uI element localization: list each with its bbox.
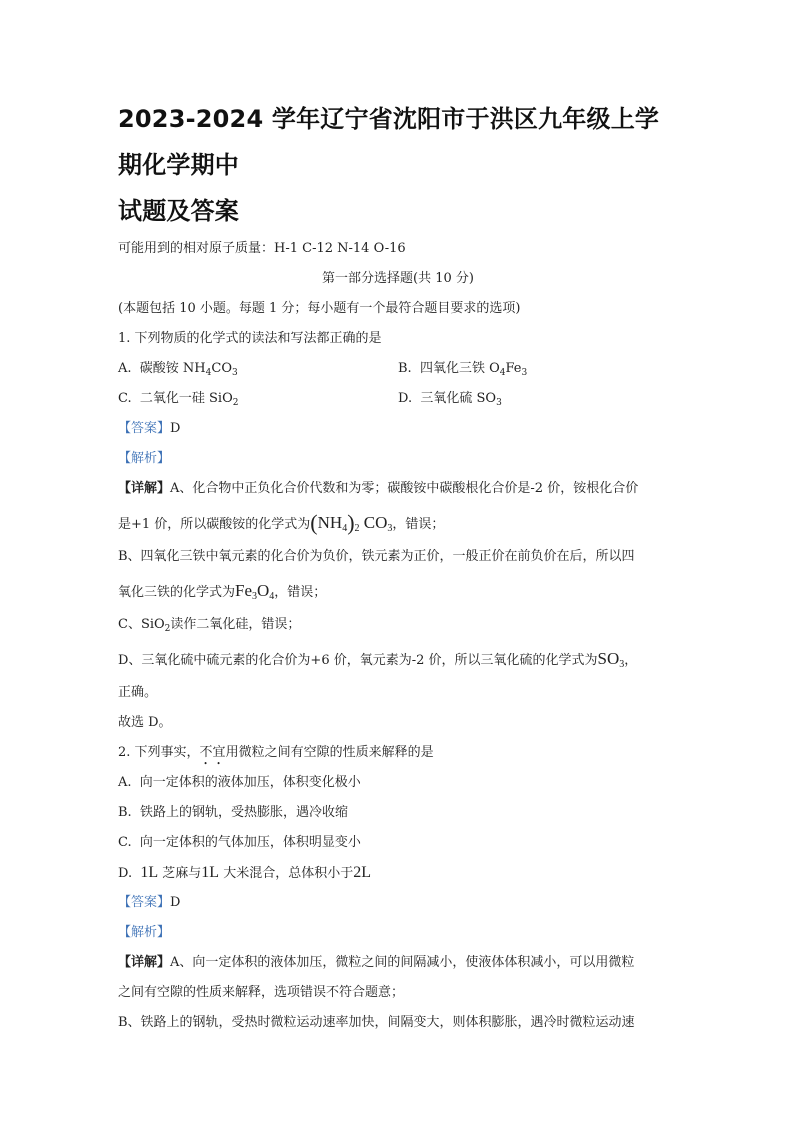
question-1 <box>118 324 678 738</box>
analysis-label-line <box>118 918 678 948</box>
option-b: B. 四氧化三铁 $O_4Fe_3$ <box>398 361 528 378</box>
explanation-a-line-2: 之间有空隙的性质来解释，选项错误不符合题意； <box>118 985 405 1000</box>
explanation-c: C、SiO$_2$读作二氧化硅，错误； <box>118 617 301 634</box>
title-line-1: 2023-2024 学年辽宁省沈阳市于洪区九年级上学期化学期中 <box>118 105 660 179</box>
options-row-1 <box>118 354 678 384</box>
option-c: C. 二氧化一硅 SiO$_2$ <box>118 391 239 408</box>
answer-label: 【答案】 <box>118 895 171 910</box>
option-d: D. 1L 芝麻与1L 大米混合，总体积小于2L <box>118 864 372 881</box>
document-page <box>118 96 678 1038</box>
explanation-b-line-2: 氧化三铁的化学式为$Fe_3O_4$，错误； <box>118 581 327 602</box>
answer-line <box>118 888 678 918</box>
option-b: B. 铁路上的钢轨，受热膨胀，遇冷收缩 <box>118 805 348 820</box>
answer-label: 【答案】 <box>118 421 171 436</box>
emphasized-text: 不宜 <box>199 745 226 760</box>
option-c: C. 向一定体积的气体加压，体积明显变小 <box>118 835 361 850</box>
explanation-a-line-1: 【详解】A、化合物中正负化合价代数和为零；碳酸铵中碳酸根化合价是-2 价，铵根化合价 <box>118 481 639 496</box>
question-stem: 2. 下列事实，不宜用微粒之间有空隙的性质来解释的是 <box>118 745 434 760</box>
answer-value: D <box>170 421 181 436</box>
analysis-label: 【解析】 <box>118 925 171 940</box>
atomic-masses: 可能用到的相对原子质量：H-1 C-12 N-14 O-16 <box>118 241 406 256</box>
explanation-b-line-1: B、铁路上的钢轨，受热时微粒运动速率加快，间隔变大，则体积膨胀，遇冷时微粒运动速 <box>118 1015 635 1030</box>
explanation-a-line-1: 【详解】A、向一定体积的液体加压，微粒之间的间隔减小，使液体体积减小，可以用微粒 <box>118 955 635 970</box>
option-a: A. 向一定体积的液体加压，体积变化极小 <box>118 775 361 790</box>
explanation-d-line-1: D、三氧化硫中硫元素的化合价为+6 价，氧元素为-2 价，所以三氧化硫的化学式为$SO_3$， <box>118 649 638 670</box>
document-title <box>118 96 678 234</box>
detail-label: 【详解】 <box>118 481 171 496</box>
analysis-label: 【解析】 <box>118 451 171 466</box>
conclusion: 故选 D。 <box>118 715 172 730</box>
section-heading: 第一部分选择题(共 10 分) <box>322 271 474 286</box>
explanation-d-line-2: 正确。 <box>118 685 158 700</box>
option-a: A. 碳酸铵 $NH_4CO_3$ <box>118 361 238 378</box>
section-instructions: (本题包括 10 小题。每题 1 分；每小题有一个最符合题目要求的选项) <box>118 301 521 316</box>
title-line-2: 试题及答案 <box>118 197 239 225</box>
formula-fe3o4: $Fe_3O_4$ <box>235 581 275 602</box>
option-d: D. 三氧化硫 $SO_3$ <box>398 391 502 408</box>
explanation-a-line-2: 是+1 价，所以碳酸铵的化学式为$(NH_4)_2$ $CO_3$，错误； <box>118 510 445 535</box>
detail-label: 【详解】 <box>118 955 171 970</box>
formula-so3: $SO_3$ <box>597 649 625 670</box>
answer-line <box>118 414 678 444</box>
answer-value: D <box>170 895 181 910</box>
explanation-b-line-1: B、四氧化三铁中氧元素的化合价为负价，铁元素为正价，一般正价在前负价在后，所以四 <box>118 549 635 564</box>
question-stem: 1. 下列物质的化学式的读法和写法都正确的是 <box>118 331 382 346</box>
analysis-label-line <box>118 444 678 474</box>
formula-ammonium-carbonate: $(NH_4)_2$ $CO_3$ <box>310 510 393 535</box>
question-2 <box>118 738 678 1038</box>
options-row-2 <box>118 384 678 414</box>
